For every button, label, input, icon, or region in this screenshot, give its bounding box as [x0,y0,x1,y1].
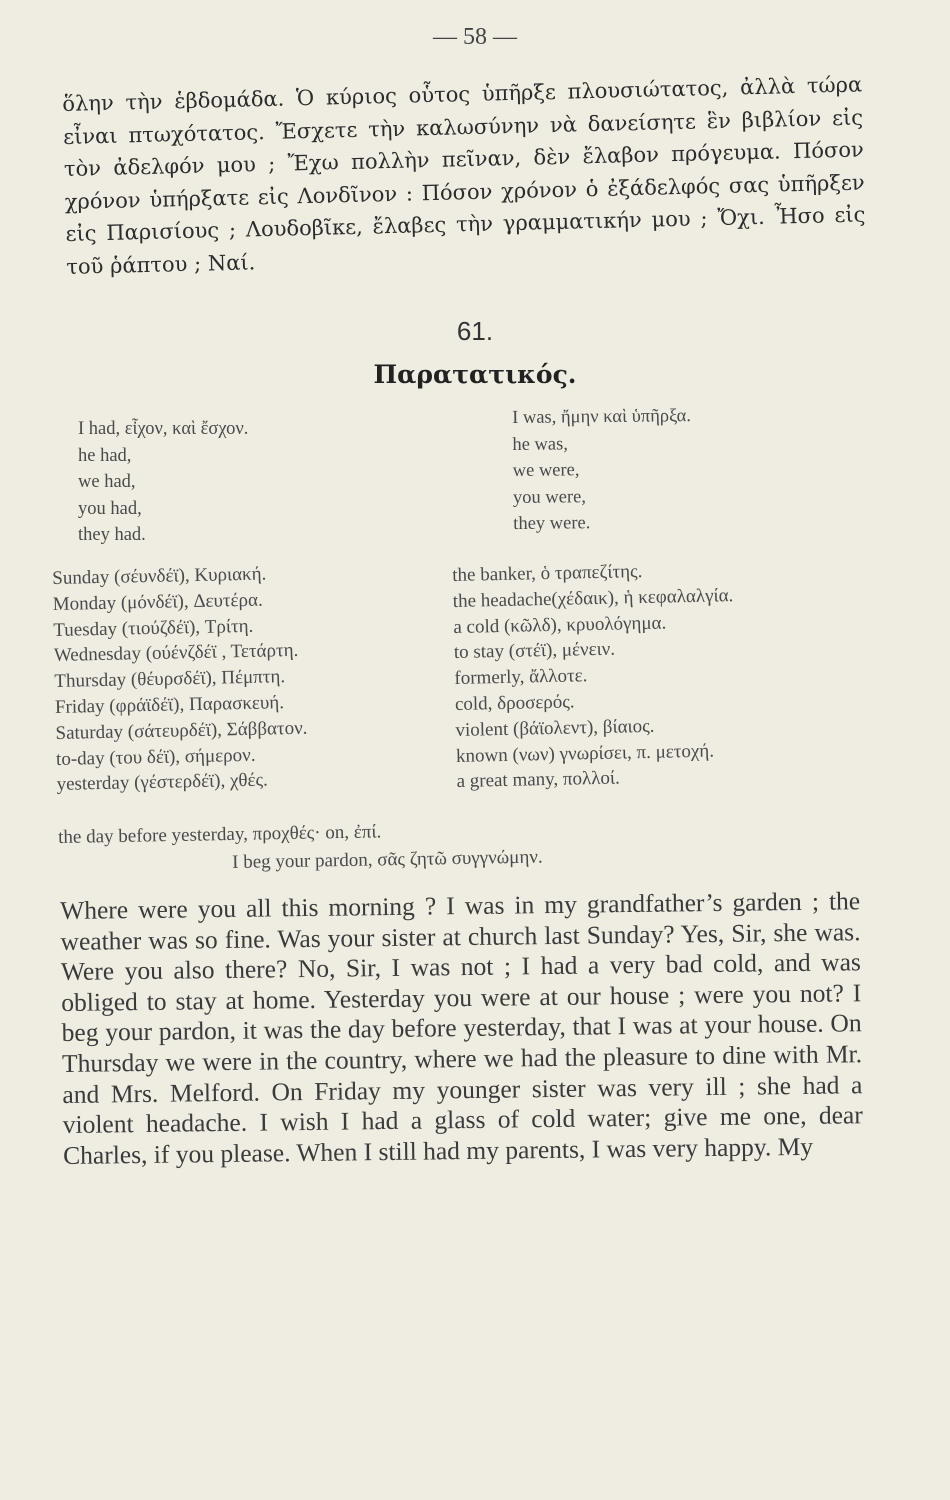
vocabulary-item: Tuesday (τιούζδέϊ), Τρίτη. [53,615,254,641]
conjugation-line: they were. [513,513,591,534]
conjugation-line: we were, [512,460,580,481]
conjugation-line: they had. [78,525,146,545]
conjugation-was [512,401,873,537]
vocabulary-item: Sunday (σέυνδέϊ), Κυριακή. [52,563,267,589]
vocabulary-item: cold, δροσερός. [454,691,575,715]
vocabulary-words [452,554,877,795]
conjugation-had [78,416,418,549]
english-exercise-paragraph: Where were you all this morning ? I was in my grandfather’s garden ; the weather was so fine. Was your sister at church last Sunday? Yes, Sir, she was. Were you also there? No, Sir, I was not ; I had a very bad cold, and was obliged to stay at home. Yesterday you were at our house ; were you not? I beg your pardon, it was the day before yesterday, that I was at your house. On Thursday we were in the country, where we had the pleasure to dine with Mr. and Mrs. Melford. On Friday my younger sister was very ill ; she had a violent headache. I wish I had a glass of cold water; give me one, dear Charles, if you please. When I still had my parents, I was very happy. My [60,886,863,1170]
vocabulary-item: violent (βάϊολεντ), βίαιος. [455,715,655,741]
conjugation-line: he had, [78,445,132,466]
section-title: Παρατατικός. [373,360,577,389]
lesson-number: 61. [456,316,494,346]
greek-exercise-paragraph: ὅλην τὴν ἑβδομάδα. Ὁ κύριος οὗτος ὑπῆρξε πλουσιώτατος, ἀλλὰ τώρα εἶναι πτωχότατος. Ἔσχετε τὴν καλωσύνην νὰ δανείσητε ἓν βιβλίον εἰς τὸν ἀδελφόν μου ; Ἔχω πολλὴν πεῖναν, δὲν ἔλαβον πρόγευμα. Πόσον χρόνον ὑπήρξατε εἰς Λονδῖνον : Πόσον χρόνον ὁ ἐξάδελφός σας ὑπῆρξεν εἰς Παρισίους ; Λουδοβῖκε, ἔλαβες τὴν γραμματικήν μου ; Ὄχι. Ἦσο εἰς τοῦ ῥάπτου ; Ναί. [62,72,866,279]
conjugation-line: you were, [512,486,587,508]
vocabulary-tail-line: the day before yesterday, προχθές· on, ἐπί. [58,821,382,848]
vocabulary-item: yesterday (γέστερδέϊ), χθές. [56,769,269,796]
conjugation-line: he was, [512,433,568,455]
vocabulary-item: Saturday (σάτευρδέϊ), Σάββατον. [55,717,308,744]
conjugation-line: I was, ἤμην καὶ ὑπῆρξα. [512,406,692,428]
page-number: — 58 — [433,24,517,50]
vocabulary-item: the banker, ὁ τραπεζίτης. [452,561,643,586]
conjugation-line: I had, εἶχον, καὶ ἔσχον. [78,419,249,439]
conjugation-line: we had, [78,472,136,492]
vocabulary-item: Monday (μόνδέϊ), Δευτέρα. [52,589,263,615]
vocabulary-item: a cold (κῶλδ), κρυολόγημα. [453,612,667,638]
vocabulary-item: a great many, πολλοί. [456,767,621,793]
vocabulary-item: Thursday (θέυρσδέϊ), Πέμπτη. [54,666,286,693]
vocabulary-item: Wednesday (ούένζδέϊ , Τετάρτη. [53,640,299,667]
vocabulary-item: to stay (στέϊ), μένειν. [453,638,616,664]
vocabulary-item: to-day (του δέϊ), σήμερον. [55,744,256,770]
conjugation-line: you had, [78,498,142,519]
vocabulary-days [52,558,457,798]
vocabulary-tail-line: I beg your pardon, σᾶς ζητῶ συγγνώμην. [232,846,543,873]
vocabulary-item: Friday (φράϊδέϊ), Παρασκευή. [54,692,285,718]
vocabulary-item: known (νων) γνωρίσει, π. μετοχή. [455,740,715,767]
vocabulary-item: the headache(χέδαικ), ἡ κεφαλαλγία. [452,584,734,612]
vocabulary-item: formerly, ἄλλοτε. [454,665,588,690]
